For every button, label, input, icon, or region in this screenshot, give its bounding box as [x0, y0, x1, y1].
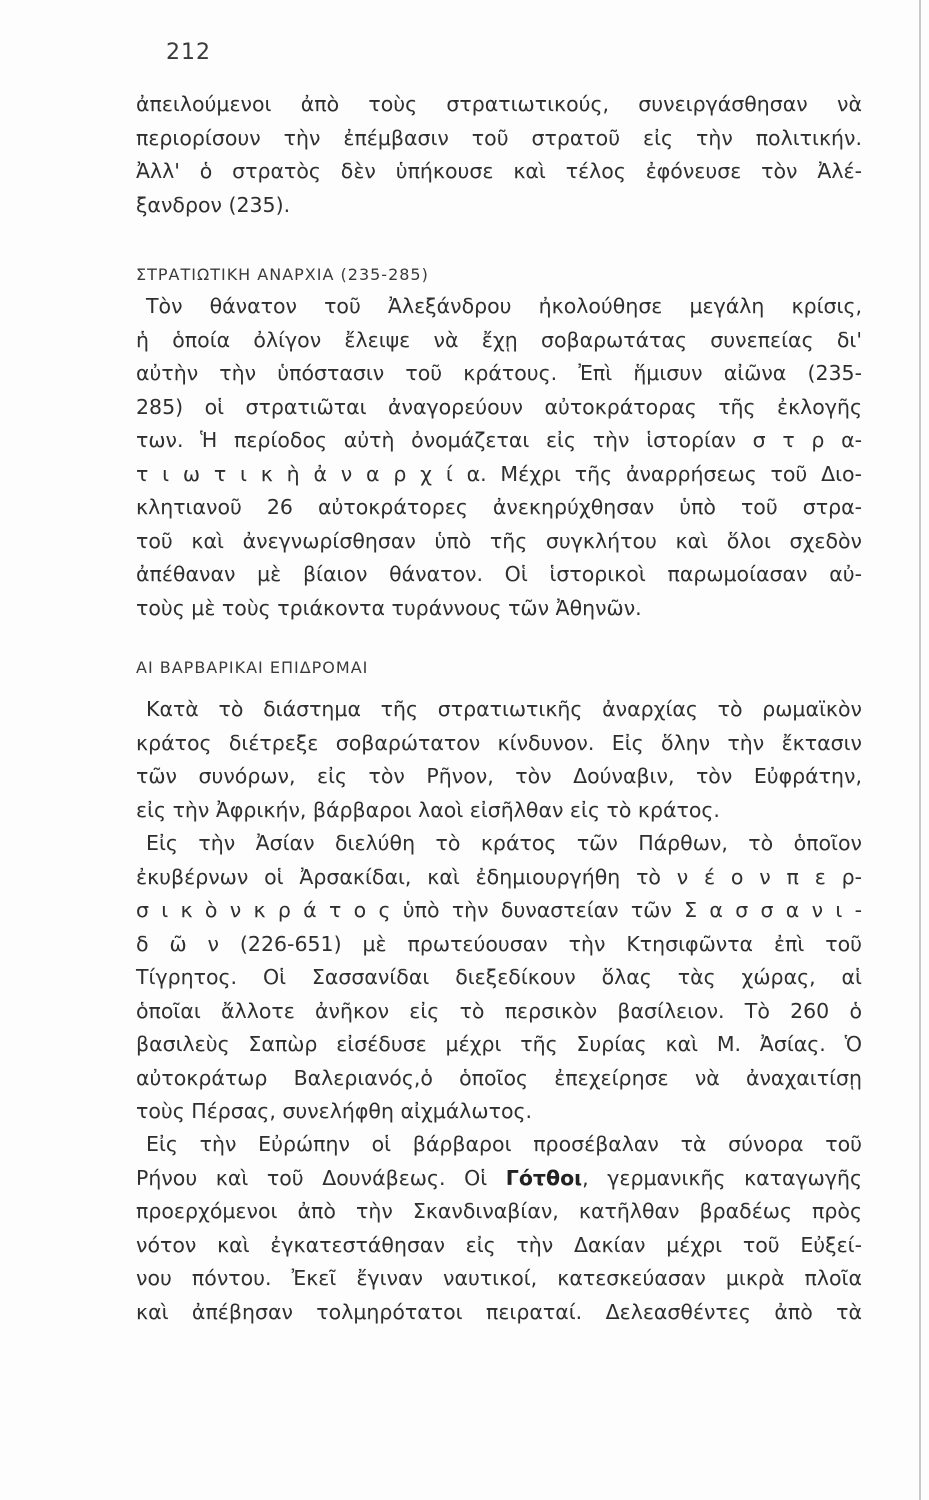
text-line: σ ι κ ὸ ν κ ρ ά τ ο ς ὑπὸ τὴν δυναστείαν τῶν Σ α σ σ α ν ι -: [136, 898, 862, 922]
text-line: Εἰς τὴν Ἀσίαν διελύθη τὸ κράτος τῶν Πάρθων, τὸ ὁποῖον: [146, 831, 862, 855]
text-line: καὶ ἀπέβησαν τολμηρότατοι πειραταί. Δελεασθέντες ἀπὸ τὰ: [136, 1299, 862, 1324]
barbarian-invasions-paragraph-1: [136, 693, 862, 827]
text-line: Τίγρητος. Οἱ Σασσανίδαι διεξεδίκουν ὅλας τὰς χώρας, αἱ: [136, 965, 862, 989]
section-heading-military-anarchy: ΣΤΡΑΤΙΩΤΙΚΗ ΑΝΑΡΧΙΑ (235-285): [136, 265, 429, 284]
text-line: δ ῶ ν (226-651) μὲ πρωτεύουσαν τὴν Κτησιφῶντα ἐπὶ τοῦ: [136, 931, 862, 956]
page-number: 212: [166, 40, 211, 65]
text-line: ξανδρον (235).: [136, 192, 291, 217]
text-line: εἰς τὴν Ἀφρικήν, βάρβαροι λαοὶ εἰσῆλθαν εἰς τὸ κράτος.: [136, 797, 720, 822]
text-line: κλητιανοῦ 26 αὐτοκράτορες ἀνεκηρύχθησαν ὑπὸ τοῦ στρα-: [136, 495, 862, 519]
text-line: των. Ἡ περίοδος αὐτὴ ὀνομάζεται εἰς τὴν ἱστορίαν σ τ ρ α-: [136, 428, 862, 452]
intro-paragraph: [136, 88, 862, 222]
page-edge-line: [919, 0, 921, 1500]
text-line: τοῦ καὶ ἀνεγνωρίσθησαν ὑπὸ τῆς συγκλήτου καὶ ὅλοι σχεδὸν: [136, 528, 862, 553]
text-line: προερχόμενοι ἀπὸ τὴν Σκανδιναβίαν, κατῆλθαν βραδέως πρὸς: [136, 1199, 862, 1223]
text-line: περιορίσουν τὴν ἐπέμβασιν τοῦ στρατοῦ εἰς τὴν πολιτικήν.: [136, 125, 862, 150]
text-line: νότον καὶ ἐγκατεστάθησαν εἰς τὴν Δακίαν μέχρι τοῦ Εὐξεί-: [136, 1232, 862, 1257]
text-line: τῶν συνόρων, εἰς τὸν Ρῆνον, τὸν Δούναβιν, τὸν Εὐφράτην,: [136, 764, 862, 788]
text-line: ἀπέθαναν μὲ βίαιον θάνατον. Οἱ ἱστορικοὶ παρωμοίασαν αὐ-: [136, 562, 862, 586]
barbarian-invasions-paragraph-3: [136, 1128, 862, 1329]
text-line: τοὺς Πέρσας, συνελήφθη αἰχμάλωτος.: [136, 1099, 533, 1123]
text-segment: , γερμανικῆς καταγωγῆς: [582, 1165, 862, 1190]
text-line: αὐτὴν τὴν ὑπόστασιν τοῦ κράτους. Ἐπὶ ἥμισυν αἰῶνα (235-: [136, 361, 862, 385]
text-line: ἡ ὁποία ὀλίγον ἔλειψε νὰ ἔχῃ σοβαρωτάτας συνεπείας δι': [136, 327, 862, 352]
text-line: τ ι ω τ ι κ ὴ ἀ ν α ρ χ ί α. Μέχρι τῆς ἀναρρήσεως τοῦ Διο-: [136, 461, 862, 486]
text-line-with-bold: [136, 1162, 862, 1196]
section-heading-barbarian-invasions: ΑΙ ΒΑΡΒΑΡΙΚΑΙ ΕΠΙΔΡΟΜΑΙ: [136, 658, 369, 677]
text-line: Εἰς τὴν Εὐρώπην οἱ βάρβαροι προσέβαλαν τὰ σύνορα τοῦ: [146, 1132, 862, 1156]
goths-bold-term: Γότθοι: [505, 1165, 583, 1190]
barbarian-invasions-paragraph-2: [136, 827, 862, 1129]
text-line: κράτος διέτρεξε σοβαρώτατον κίνδυνον. Εἰς ὅλην τὴν ἔκτασιν: [136, 730, 862, 755]
text-segment: Ρήνου καὶ τοῦ Δουνάβεως. Οἱ: [136, 1165, 506, 1190]
text-line: Τὸν θάνατον τοῦ Ἀλεξάνδρου ἠκολούθησε μεγάλη κρίσις,: [146, 294, 862, 318]
text-line: βασιλεὺς Σαπὼρ εἰσέδυσε μέχρι τῆς Συρίας καὶ Μ. Ἀσίας. Ὁ: [136, 1032, 862, 1056]
text-line: ἐκυβέρνων οἱ Ἀρσακίδαι, καὶ ἐδημιουργήθη τὸ ν έ ο ν π ε ρ-: [136, 864, 862, 889]
text-line: ἀπειλούμενοι ἀπὸ τοὺς στρατιωτικούς, συνειργάσθησαν νὰ: [136, 92, 862, 116]
text-line: Κατὰ τὸ διάστημα τῆς στρατιωτικῆς ἀναρχίας τὸ ρωμαϊκὸν: [146, 697, 862, 721]
text-line: Ἀλλ' ὁ στρατὸς δὲν ὑπήκουσε καὶ τέλος ἐφόνευσε τὸν Ἀλέ-: [136, 159, 862, 183]
military-anarchy-paragraph: [136, 290, 862, 625]
text-line: νου πόντου. Ἐκεῖ ἔγιναν ναυτικοί, κατεσκεύασαν μικρὰ πλοῖα: [136, 1266, 862, 1290]
text-line: ὁποῖαι ἄλλοτε ἀνῆκον εἰς τὸ περσικὸν βασίλειον. Τὸ 260 ὁ: [136, 998, 862, 1023]
text-line: αὐτοκράτωρ Βαλεριανός,ὁ ὁποῖος ἐπεχείρησε νὰ ἀναχαιτίσῃ: [136, 1065, 862, 1090]
text-line: τοὺς μὲ τοὺς τριάκοντα τυράννους τῶν Ἀθηνῶν.: [136, 595, 642, 620]
text-line: 285) οἱ στρατιῶται ἀναγορεύουν αὐτοκράτορας τῆς ἐκλογῆς: [136, 394, 862, 419]
